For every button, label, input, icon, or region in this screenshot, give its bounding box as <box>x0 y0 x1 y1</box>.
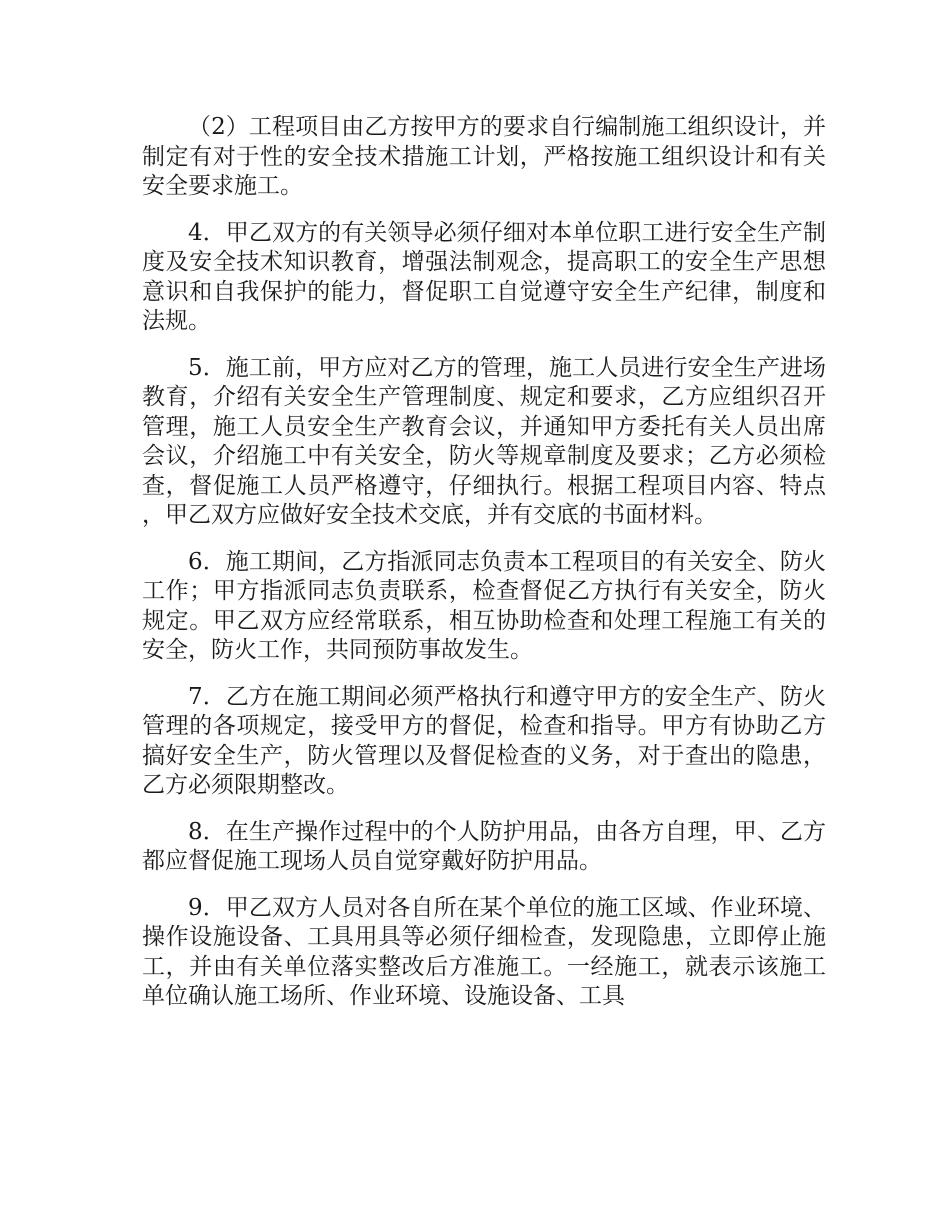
document-body <box>142 113 826 1029</box>
paragraph-clause-8: 8．在生产操作过程中的个人防护用品，由各方自理，甲、乙方都应督促施工现场人员自觉穿戴好防护用品。 <box>142 818 826 874</box>
paragraph-clause-7: 7．乙方在施工期间必须严格执行和遵守甲方的安全生产、防火管理的各项规定，接受甲方的督促，检查和指导。甲方有协助乙方搞好安全生产，防火管理以及督促检查的义务，对于查出的隐患，乙方必须限期整改。 <box>142 683 826 798</box>
paragraph-clause-6: 6．施工期间，乙方指派同志负责本工程项目的有关安全、防火工作；甲方指派同志负责联系，检查督促乙方执行有关安全，防火规定。甲乙双方应经常联系，相互协助检查和处理工程施工有关的安全，防火工作，共同预防事故发生。 <box>142 548 826 663</box>
paragraph-clause-4: 4．甲乙双方的有关领导必须仔细对本单位职工进行安全生产制度及安全技术知识教育，增强法制观念，提高职工的安全生产思想意识和自我保护的能力，督促职工自觉遵守安全生产纪律，制度和法规。 <box>142 219 826 334</box>
paragraph-clause-2: （2）工程项目由乙方按甲方的要求自行编制施工组织设计，并制定有对于性的安全技术措施工计划，严格按施工组织设计和有关安全要求施工。 <box>142 114 826 199</box>
paragraph-clause-5: 5．施工前，甲方应对乙方的管理，施工人员进行安全生产进场教育，介绍有关安全生产管理制度、规定和要求，乙方应组织召开管理，施工人员安全生产教育会议，并通知甲方委托有关人员出席会议，介绍施工中有关安全，防火等规章制度及要求；乙方必须检查，督促施工人员严格遵守，仔细执行。根据工程项目内容、特点，甲乙双方应做好安全技术交底，并有交底的书面材料。 <box>142 354 826 528</box>
paragraph-clause-9: 9．甲乙双方人员对各自所在某个单位的施工区域、作业环境、操作设施设备、工具用具等必须仔细检查，发现隐患，立即停止施工，并由有关单位落实整改后方准施工。一经施工，就表示该施工单位确认施工场所、作业环境、设施设备、工具 <box>142 894 826 1009</box>
